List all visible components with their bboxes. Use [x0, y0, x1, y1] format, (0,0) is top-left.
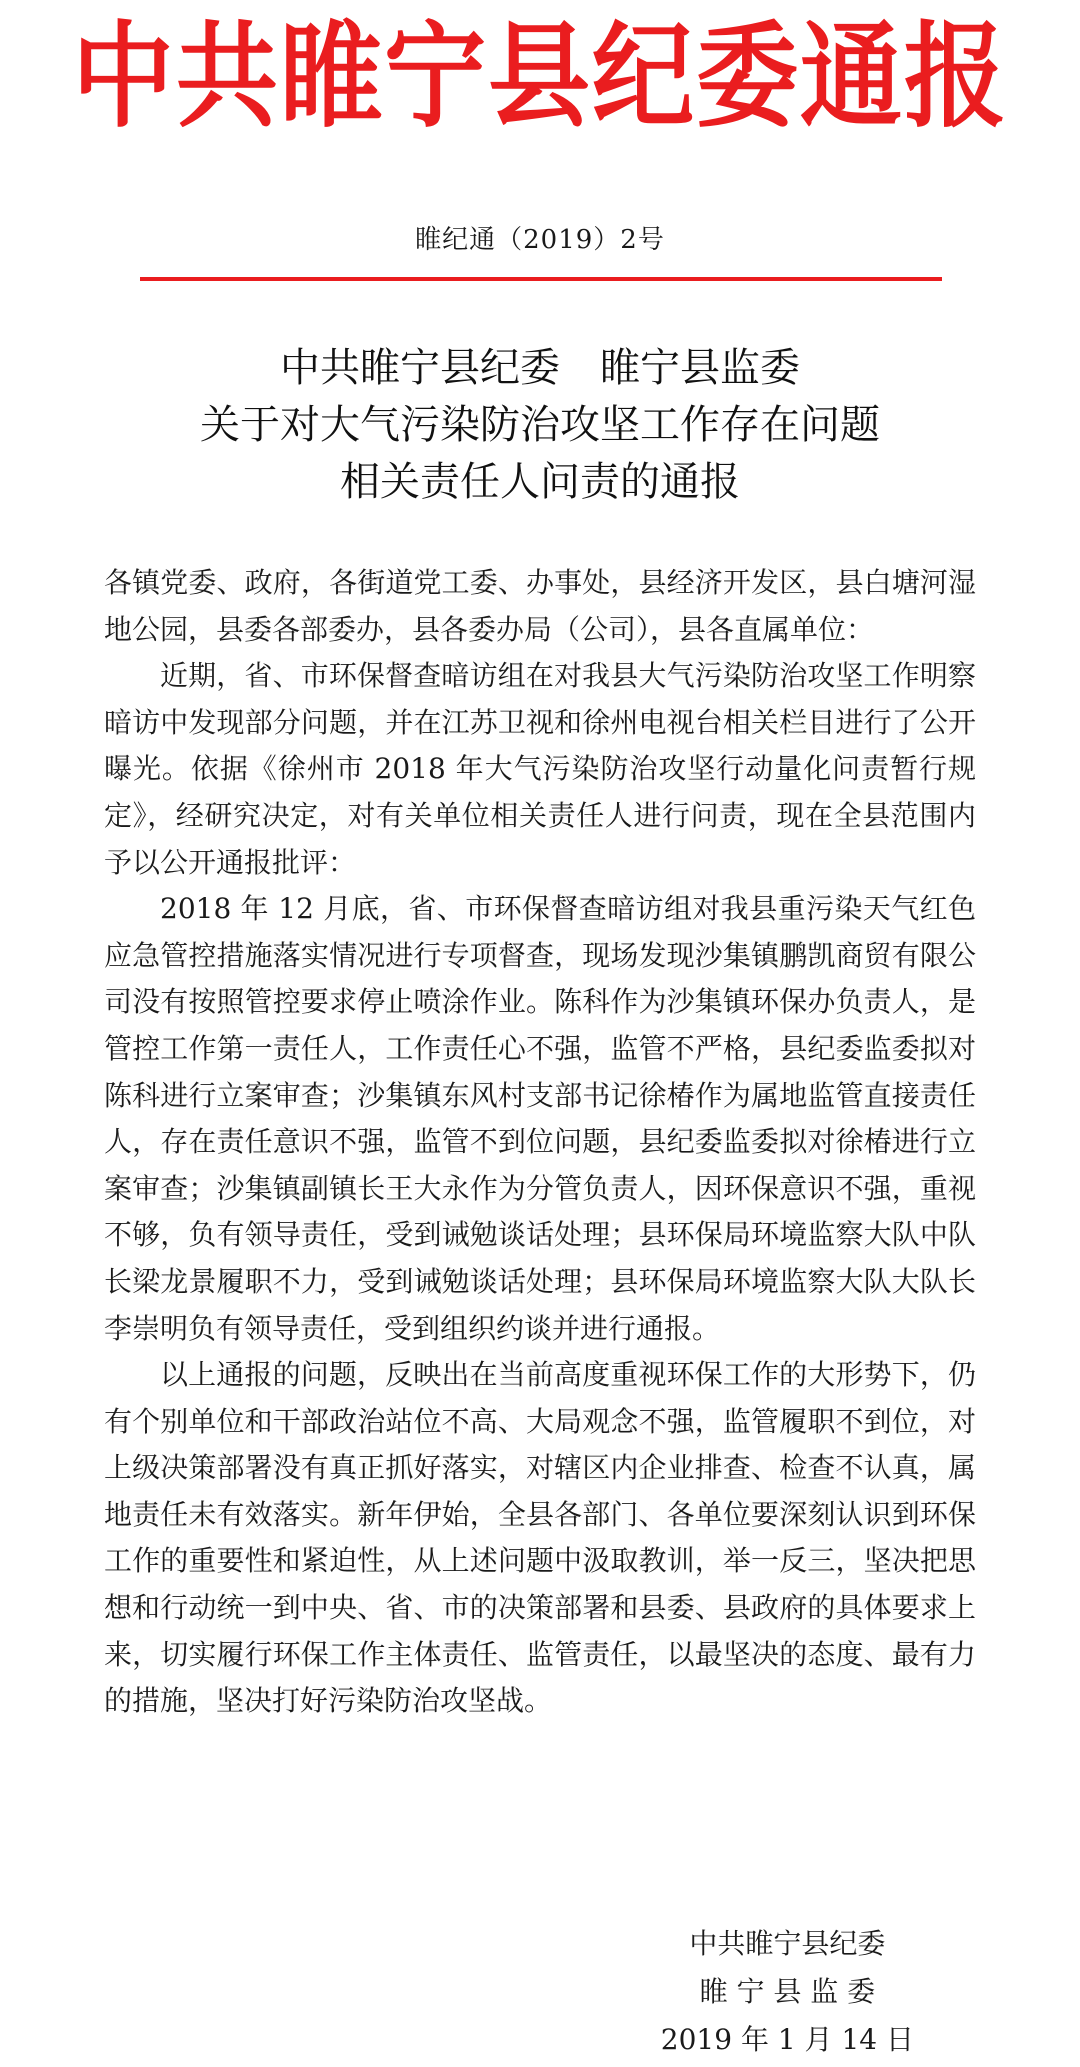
signature-org-2: 睢 宁 县 监 委	[699, 1975, 876, 2008]
document-title	[0, 340, 1080, 511]
document-body	[104, 560, 976, 1725]
red-divider-line	[140, 277, 942, 281]
title-line-3: 相关责任人问责的通报	[340, 459, 740, 505]
salutation: 各镇党委、政府，各街道党工委、办事处，县经济开发区，县白塘河湿地公园，县委各部委办，县各委办局（公司），县各直属单位：	[104, 566, 976, 646]
paragraph-3: 以上通报的问题，反映出在当前高度重视环保工作的大形势下，仍有个别单位和干部政治站位不高、大局观念不强，监管履职不到位，对上级决策部署没有真正抓好落实，对辖区内企业排查、检查不认真，属地责任未有效落实。新年伊始，全县各部门、各单位要深刻认识到环保工作的重要性和紧迫性，从上述问题中汲取教训，举一反三，坚决把思想和行动统一到中央、省、市的决策部署和县委、县政府的具体要求上来，切实履行环保工作主体责任、监管责任，以最坚决的态度、最有力的措施，坚决打好污染防治攻坚战。	[104, 1358, 976, 1718]
header-title: 中共睢宁县纪委通报	[72, 10, 1008, 145]
signature-date: 2019 年 1 月 14 日	[660, 2023, 914, 2056]
paragraph-2: 2018 年 12 月底，省、市环保督查暗访组对我县重污染天气红色应急管控措施落实情况进行专项督查，现场发现沙集镇鹏凯商贸有限公司没有按照管控要求停止喷涂作业。陈科作为沙集镇环保办负责人，是管控工作第一责任人，工作责任心不强，监管不严格，县纪委监委拟对陈科进行立案审查；沙集镇东风村支部书记徐椿作为属地监管直接责任人，存在责任意识不强，监管不到位问题，县纪委监委拟对徐椿进行立案审查；沙集镇副镇长王大永作为分管负责人，因环保意识不强，重视不够，负有领导责任，受到诫勉谈话处理；县环保局环境监察大队中队长梁龙景履职不力，受到诫勉谈话处理；县环保局环境监察大队大队长李崇明负有领导责任，受到组织约谈并进行通报。	[104, 892, 976, 1345]
title-line-1: 中共睢宁县纪委 睢宁县监委	[280, 345, 800, 391]
paragraph-1: 近期，省、市环保督查暗访组在对我县大气污染防治攻坚工作明察暗访中发现部分问题，并在江苏卫视和徐州电视台相关栏目进行了公开曝光。依据《徐州市 2018 年大气污染防治攻坚行动量化问责暂行规定》，经研究决定，对有关单位相关责任人进行问责，现在全县范围内予以公开通报批评：	[104, 659, 976, 879]
signature-org-1: 中共睢宁县纪委	[689, 1927, 886, 1960]
title-line-2: 关于对大气污染防治攻坚工作存在问题	[200, 402, 880, 448]
signature-block	[661, 1920, 914, 2064]
document-number: 睢纪通（2019）2号	[415, 225, 665, 255]
